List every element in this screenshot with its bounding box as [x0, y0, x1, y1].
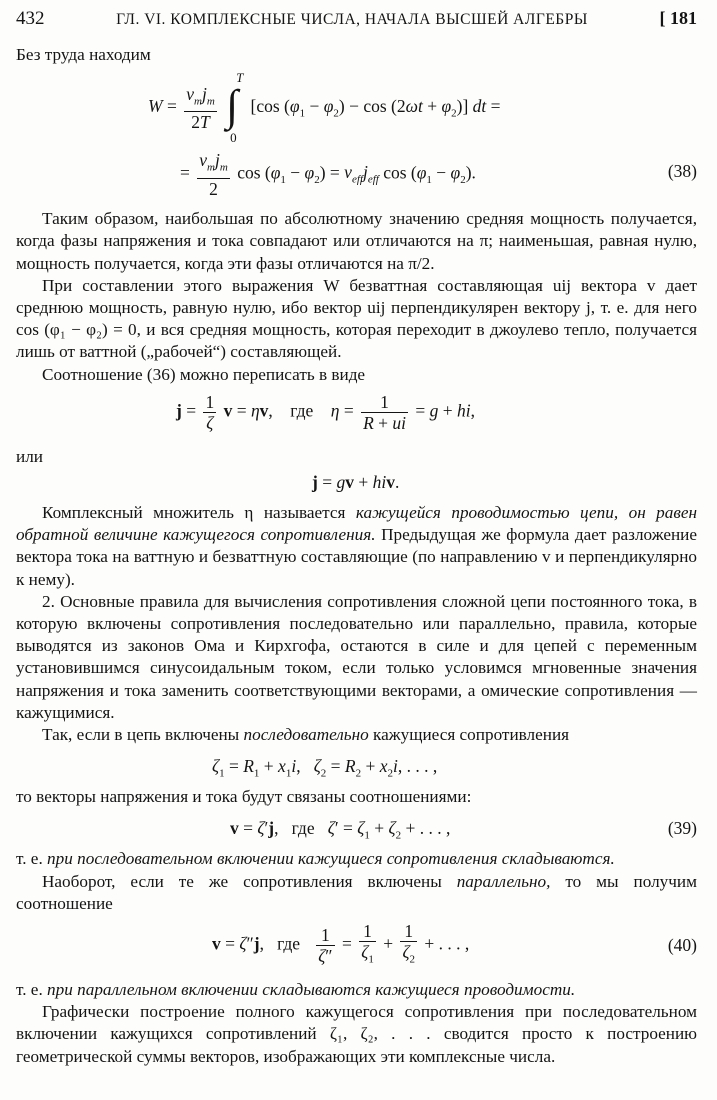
equation-39-text: v = ζ′j, где $\zeta' = \zeta_1 + \zeta_2$ + . . . ,: [230, 818, 451, 842]
paragraph-10: [16, 979, 697, 1001]
paragraph-6-start: Так, если в цепь включены: [42, 725, 244, 745]
equation-zeta-text: $\zeta_1 = R_1 + x_1i$, $\zeta_2 = R_2 + x_2i$, . . . ,: [212, 756, 438, 780]
equation-39: [16, 808, 697, 848]
paragraph-11: Графически построение полного кажущегося сопротивления при последовательном включении кажущихся сопротивлений ζ₁, ζ₂, . . . сводится просто к построению геометрической суммы векторов, изображающих эти комплексные числа.: [16, 1002, 697, 1066]
paragraph-9: [16, 871, 697, 915]
equation-40-number: (40): [667, 935, 697, 956]
paragraph-9-start: Наоборот, если те же сопротивления включены: [42, 871, 457, 891]
paragraph-9-end: то мы получим соотношение: [16, 871, 697, 913]
equation-38: W = $\frac{v_mj_m}{2T}$ ∫ T 0 [cos $(\varphi_1 - \varphi_2) - \cos (2\omega t + \varphi_2)$] dt = = $\frac{v_mj_m}{2}$ $\cos (\varphi_1 - \varphi_2) = v_{eff}j_{eff}$ $\cos (\varphi_1 - \varphi_2)$. (38): [148, 70, 697, 199]
page-header: [16, 8, 697, 42]
paragraph-10-italic: при параллельном включении складываются кажущиеся проводимости.: [47, 980, 576, 1000]
paragraph-6-end: кажущиеся сопротивления: [368, 725, 570, 745]
equation-current-2: [16, 468, 697, 502]
paragraph-6: [16, 724, 697, 746]
paragraph-8: [16, 848, 697, 870]
paragraph-4: [16, 502, 697, 591]
equation-40: [16, 915, 697, 979]
section-number: [ 181: [659, 8, 697, 28]
paragraph-1: Таким образом, наибольшая по абсолютному значению средняя мощность получается, когда фазы напряжения и тока совпадают или отличаются на π; наименьшая, равная нулю, мощность получается, когда эти фазы отличаются на π/2.: [16, 209, 697, 273]
equation-current: j = $\frac{1}{\zeta}$ v = ηv, где η = $\frac{1}{R + ui}$ = g + hi,: [176, 391, 476, 433]
chapter-title: ГЛ. VI. КОМПЛЕКСНЫЕ ЧИСЛА, НАЧАЛА ВЫСШЕЙ АЛГЕБРЫ: [116, 11, 588, 28]
paragraph-4-italic: кажущейся проводимостью цепи, он равен обратной величине кажущегося сопротивления.: [16, 503, 697, 545]
equation-38-number: (38): [667, 161, 697, 182]
paragraph-2: При составлении этого выражения W безваттная составляющая uij вектора v дает среднюю мощность, равную нулю, ибо вектор uij перпендикулярен вектору j, т. е. для него cos (φ₁ − φ₂) = 0, и вся средняя мощность, которая переходит в джоулево тепло, получается лишь от ваттной („рабочей“) составляющей.: [16, 275, 697, 362]
paragraph-10-start: т. е.: [16, 980, 48, 1000]
intro-text: Без труда находим: [16, 45, 151, 64]
paragraph-4-end: Предыдущая же формула дает разложение вектора тока на ваттную и безваттную составляющие (по направлению v и перпендикулярно к нему).: [16, 525, 698, 589]
word-or: или: [16, 446, 43, 466]
paragraph-9-italic: параллельно,: [456, 871, 551, 891]
equation-current-2-text: j = gv + hiv.: [312, 472, 400, 493]
paragraph-8-start: т. е.: [16, 849, 48, 869]
paragraph-3: Соотношение (36) можно переписать в виде: [42, 364, 366, 384]
paragraph-8-italic: при последовательном включении кажущиеся сопротивления складываются.: [47, 849, 615, 869]
paragraph-4-start: Комплексный множитель η называется: [42, 503, 356, 523]
equation-40-text: v = ζ″j, где $\frac{1}{\zeta''}$ = $\frac{1}{\zeta_1}$ + $\frac{1}{\zeta_2}$ + . . . ,: [212, 921, 470, 966]
page-number: 432: [16, 8, 45, 29]
paragraph-5: 2. Основные правила для вычисления сопротивления сложной цепи постоянного тока, в которую включены сопротивления последовательно или параллельно, правила, которые выводятся из законов Ома и Кирхгофа, остаются в силе и для цепей с переменным установившимся синусоидальным током, если только условимся мгновенные значения напряжения и тока заменить соответствующими векторами, а омические сопротивления — кажущимися.: [16, 591, 697, 722]
equation-39-number: (39): [667, 818, 697, 839]
paragraph-6-italic: последовательно: [243, 725, 369, 745]
equation-zeta: [16, 746, 697, 786]
paragraph-7: то векторы напряжения и тока будут связаны соотношениями:: [16, 787, 472, 807]
